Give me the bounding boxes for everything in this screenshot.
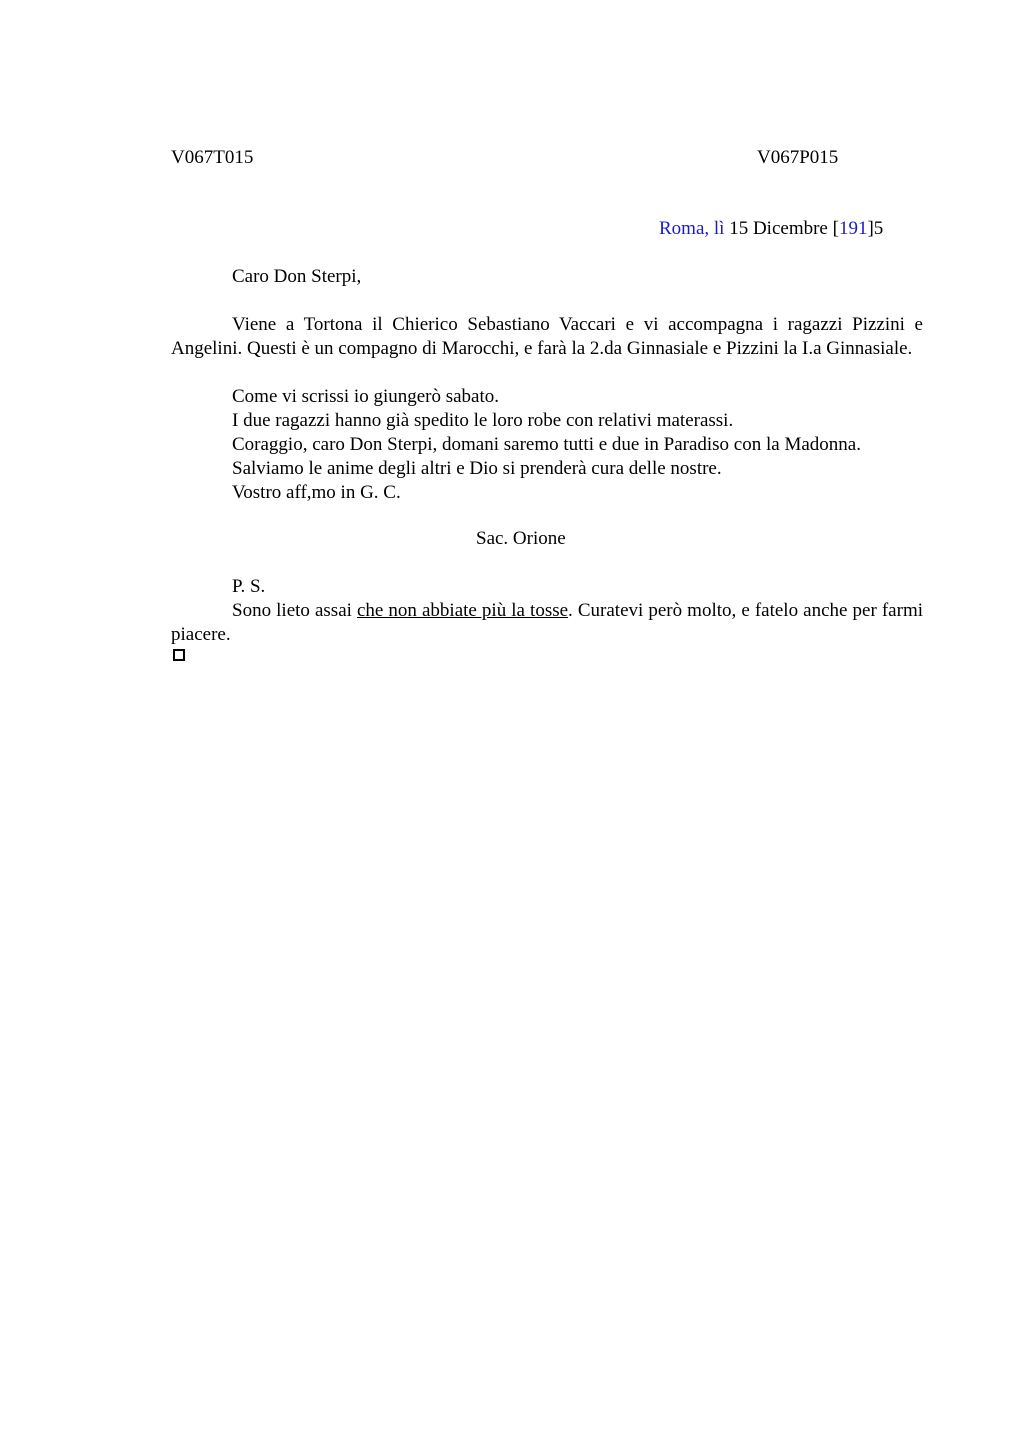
header-right-code: V067P015 [757, 147, 839, 168]
body-paragraph-4: Coraggio, caro Don Sterpi, domani saremo tutti e due in Paradiso con la Madonna. [232, 434, 861, 455]
header-left-code: V067T015 [171, 147, 254, 168]
salutation: Caro Don Sterpi, [232, 266, 362, 287]
dateline-year-part: 191 [838, 218, 868, 239]
postscript-label: P. S. [232, 576, 266, 597]
body-paragraph-3: I due ragazzi hanno già spedito le loro robe con relativi materassi. [232, 410, 734, 431]
postscript-text-after: . Curatevi però molto, e fatelo anche per farmi piacere. [171, 600, 923, 645]
postscript-text [171, 599, 923, 647]
square-outline-icon [173, 649, 185, 661]
dateline-day-month: 15 Dicembre [724, 218, 833, 239]
dateline-bracket-close: ] [867, 218, 874, 239]
body-paragraph-5: Salviamo le anime degli altri e Dio si prenderà cura delle nostre. [232, 458, 722, 479]
signature: Sac. Orione [476, 528, 566, 549]
dateline [659, 217, 883, 241]
dateline-bracket-open: [ [832, 218, 839, 239]
closing-line: Vostro aff,mo in G. C. [232, 482, 401, 503]
body-paragraph-1: Viene a Tortona il Chierico Sebastiano Vaccari e vi accompagna i ragazzi Pizzini e Angelini. Questi è un compagno di Marocchi, e farà la 2.da Ginnasiale e Pizzini la I.a Ginnasiale. [171, 314, 923, 359]
body-paragraph-2: Come vi scrissi io giungerò sabato. [232, 386, 500, 407]
dateline-place: Roma, lì [659, 218, 725, 239]
postscript-text-before: Sono lieto assai [232, 600, 357, 621]
postscript-underlined: che non abbiate più la tosse [356, 600, 569, 621]
dateline-year-end: 5 [873, 218, 884, 239]
